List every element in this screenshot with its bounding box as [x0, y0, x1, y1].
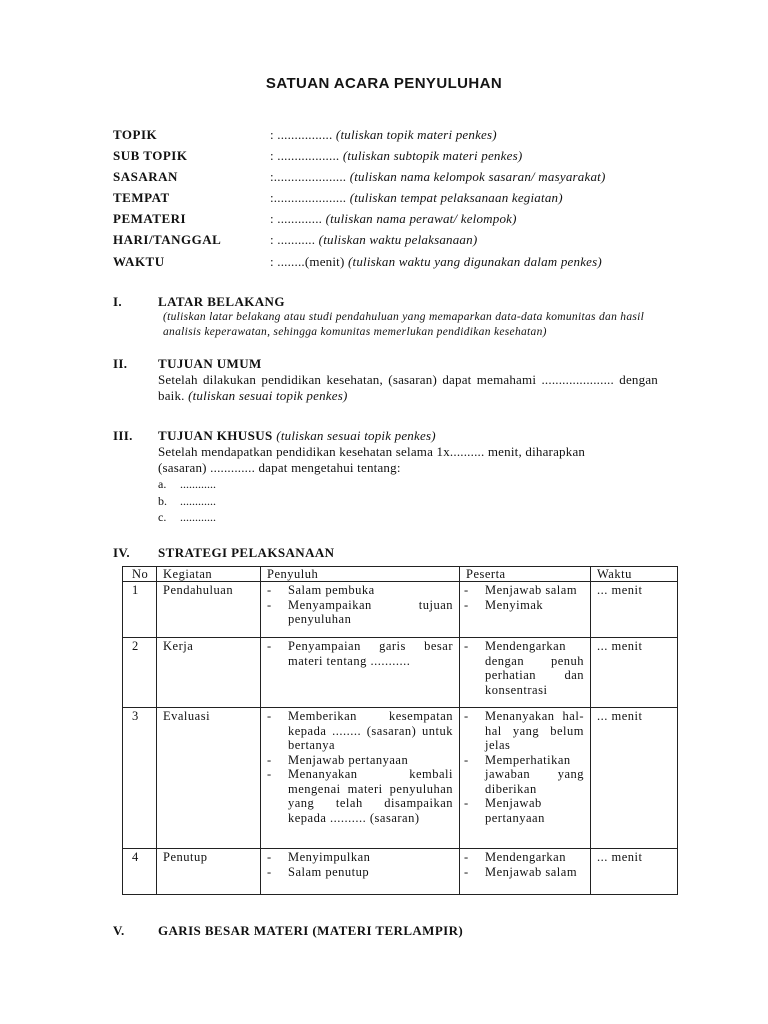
header-waktu: Waktu: [591, 567, 678, 582]
counselor-cell: [261, 582, 460, 638]
identity-hint: (tuliskan waktu yang digunakan dalam penkes): [347, 254, 602, 269]
section-heading: GARIS BESAR MATERI (MATERI TERLAMPIR): [158, 923, 464, 938]
list-item: [267, 753, 453, 768]
participant-cell: [460, 638, 591, 708]
list-item-text: Memperhatikan jawaban yang diberikan: [485, 752, 584, 796]
identity-value: :.....................: [270, 169, 347, 184]
identity-label: WAKTU: [113, 254, 165, 269]
list-item: [464, 753, 584, 797]
activity-cell: Evaluasi: [157, 708, 261, 849]
list-item: [267, 583, 453, 598]
time-cell: ... menit: [591, 582, 678, 638]
objective-list: [158, 476, 658, 526]
identity-hint: (tuliskan tempat pelaksanaan kegiatan): [349, 190, 563, 205]
list-marker: a.: [158, 477, 167, 491]
list-marker: c.: [158, 510, 167, 524]
bullet-dash: -: [267, 709, 272, 723]
counselor-cell: [261, 849, 460, 895]
identity-hint: (tuliskan waktu pelaksanaan): [318, 232, 478, 247]
section-numeral: II.: [113, 356, 128, 371]
list-item-text: Menanyakan kembali mengenai materi penyuluhan yang telah disampaikan kepada .......... (sasaran): [288, 767, 453, 825]
identity-field: [270, 208, 517, 229]
section-numeral: III.: [113, 428, 133, 443]
list-item: [464, 709, 584, 753]
time-cell: ... menit: [591, 638, 678, 708]
list-item-text: Menyampaikan tujuan penyuluhan: [288, 597, 453, 626]
list-item: [464, 598, 584, 613]
identity-value: : ..................: [270, 148, 340, 163]
identity-row-sub-topik: [113, 145, 713, 166]
activity-cell: Kerja: [157, 638, 261, 708]
list-item-text: Menjawab salam: [485, 864, 578, 879]
section-paragraph: [158, 372, 658, 404]
list-item: [158, 509, 658, 526]
header-kegiatan: Kegiatan: [157, 567, 261, 582]
bullet-dash: -: [267, 767, 272, 781]
bullet-dash: -: [464, 752, 469, 767]
list-item: [267, 865, 453, 880]
section-content: [158, 294, 658, 340]
row-number: 3: [123, 708, 157, 849]
identity-label: TEMPAT: [113, 190, 170, 205]
paragraph-text: Setelah dilakukan pendidikan kesehatan, (sasaran) dapat memahami ..................... dengan baik.: [158, 372, 658, 403]
section-numeral: V.: [113, 923, 125, 938]
counselor-cell: [261, 708, 460, 849]
identity-hint: (tuliskan topik materi penkes): [335, 127, 497, 142]
section-heading: STRATEGI PELAKSANAAN: [158, 545, 335, 560]
list-item: [267, 767, 453, 825]
identity-hint: (tuliskan nama perawat/ kelompok): [325, 211, 517, 226]
identity-row-hari-tanggal: [113, 229, 713, 250]
bullet-dash: -: [464, 864, 469, 879]
section-content: [158, 545, 658, 561]
bullet-dash: -: [464, 597, 469, 612]
identity-row-waktu: [113, 251, 713, 272]
identity-value: : ...........: [270, 232, 316, 247]
table-row: [123, 582, 678, 638]
list-item-text: Menanyakan hal-hal yang belum jelas: [485, 709, 584, 752]
list-item: [464, 583, 584, 598]
identity-label: SASARAN: [113, 169, 178, 184]
identity-hint: (tuliskan subtopik materi penkes): [342, 148, 523, 163]
identity-field: [270, 187, 563, 208]
section-instruction-note: (tuliskan latar belakang atau studi pendahuluan yang memaparkan data-data komunitas dan hasil analisis keperawatan, sehingga komunitas memerlukan pendidikan kesehatan): [163, 311, 645, 338]
list-item-text: Salam pembuka: [288, 583, 375, 597]
section-heading: LATAR BELAKANG: [158, 294, 285, 309]
list-item-text: ............: [180, 510, 216, 524]
bullet-dash: -: [464, 639, 469, 653]
list-item-text: Mendengarkan: [485, 850, 566, 864]
identity-row-topik: [113, 124, 713, 145]
identity-label: TOPIK: [113, 127, 158, 142]
list-item: [464, 639, 584, 697]
bullet-dash: -: [464, 850, 469, 864]
counselor-cell: [261, 638, 460, 708]
time-cell: ... menit: [591, 849, 678, 895]
identity-field: [270, 166, 606, 187]
identity-row-sasaran: [113, 166, 713, 187]
list-marker: b.: [158, 493, 167, 508]
identity-value: : ................: [270, 127, 333, 142]
header-peserta: Peserta: [460, 567, 591, 582]
bullet-dash: -: [267, 850, 272, 864]
identity-field: [270, 251, 602, 272]
identity-value: :.....................: [270, 190, 347, 205]
section-content: [158, 923, 658, 939]
identity-row-pemateri: [113, 208, 713, 229]
list-item-text: Memberikan kesempatan kepada ........ (sasaran) untuk bertanya: [288, 709, 453, 752]
list-item: [158, 476, 658, 493]
strategy-table: [122, 566, 678, 895]
section-content: [158, 428, 658, 526]
activity-cell: Pendahuluan: [157, 582, 261, 638]
bullet-dash: -: [464, 796, 469, 810]
table-row: [123, 849, 678, 895]
identity-label: HARI/TANGGAL: [113, 232, 222, 247]
section-numeral: I.: [113, 294, 122, 309]
section-heading: TUJUAN KHUSUS: [158, 428, 273, 443]
bullet-dash: -: [267, 864, 272, 879]
table-header-row: [123, 567, 678, 582]
participant-cell: [460, 708, 591, 849]
identity-label: PEMATERI: [113, 211, 187, 226]
section-heading-line: [158, 428, 658, 444]
list-item-text: Menyimpulkan: [288, 850, 371, 864]
bullet-dash: -: [267, 639, 272, 653]
identity-field: [270, 124, 497, 145]
section-paragraph: Setelah mendapatkan pendidikan kesehatan selama 1x.......... menit, diharapkan (sasaran) ............. dapat mengetahui tentang:: [158, 444, 586, 475]
section-numeral: IV.: [113, 545, 130, 560]
header-no: No: [123, 567, 157, 582]
bullet-dash: -: [267, 597, 272, 612]
table-row: [123, 708, 678, 849]
time-cell: ... menit: [591, 708, 678, 849]
participant-cell: [460, 582, 591, 638]
participant-cell: [460, 849, 591, 895]
identity-hint: (tuliskan nama kelompok sasaran/ masyarakat): [349, 169, 606, 184]
bullet-dash: -: [267, 752, 272, 767]
list-item: [464, 865, 584, 880]
identity-field: [270, 145, 522, 166]
table-row: [123, 638, 678, 708]
bullet-dash: -: [464, 583, 469, 597]
list-item-text: Mendengarkan dengan penuh perhatian dan konsentrasi: [485, 639, 584, 697]
list-item-text: Menjawab pertanyaan: [288, 752, 409, 767]
row-number: 1: [123, 582, 157, 638]
list-item-text: ............: [180, 477, 216, 491]
identity-value: : .............: [270, 211, 323, 226]
bullet-dash: -: [267, 583, 272, 597]
section-heading: TUJUAN UMUM: [158, 356, 262, 371]
list-item: [267, 598, 453, 627]
list-item: [158, 493, 658, 510]
section-heading-hint: (tuliskan sesuai topik penkes): [276, 428, 436, 443]
list-item-text: Menjawab pertanyaan: [485, 796, 545, 825]
activity-cell: Penutup: [157, 849, 261, 895]
paragraph-hint: (tuliskan sesuai topik penkes): [188, 388, 348, 403]
identity-field: [270, 229, 477, 250]
identity-label: SUB TOPIK: [113, 148, 188, 163]
identity-value: : ........(menit): [270, 254, 345, 269]
header-penyuluh: Penyuluh: [261, 567, 460, 582]
list-item: [267, 639, 453, 668]
list-item-text: Menyimak: [485, 597, 544, 612]
list-item-text: Salam penutup: [288, 864, 370, 879]
list-item-text: Menjawab salam: [485, 583, 578, 597]
list-item: [267, 850, 453, 865]
identity-row-tempat: [113, 187, 713, 208]
list-item-text: Penyampaian garis besar materi tentang ...........: [288, 639, 453, 668]
section-content: [158, 356, 658, 404]
row-number: 2: [123, 638, 157, 708]
list-item: [464, 850, 584, 865]
list-item: [464, 796, 584, 825]
document-title: SATUAN ACARA PENYULUHAN: [265, 75, 503, 92]
row-number: 4: [123, 849, 157, 895]
list-item-text: ............: [180, 493, 216, 508]
list-item: [267, 709, 453, 753]
bullet-dash: -: [464, 709, 469, 723]
